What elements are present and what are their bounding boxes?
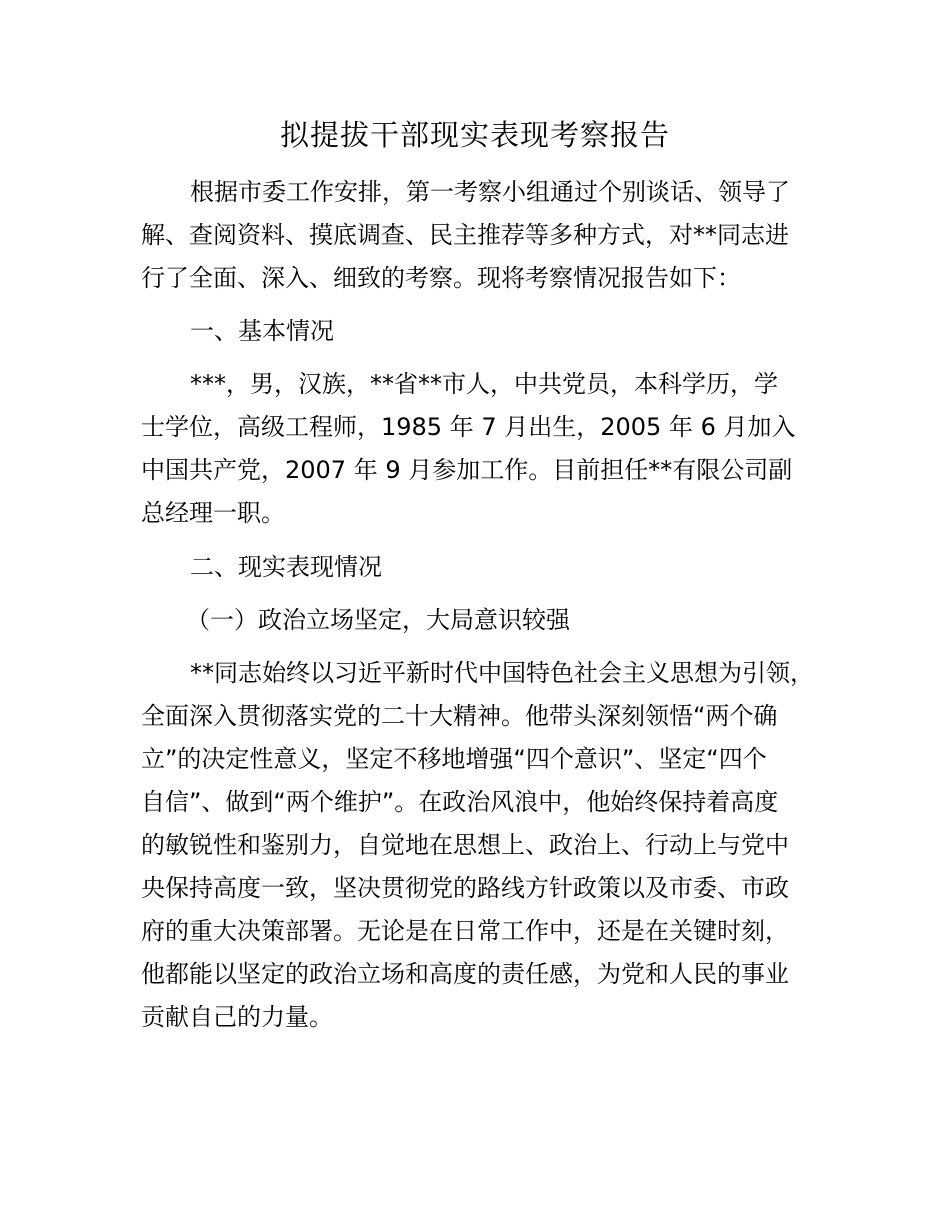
political-line: 自信”、做到“两个维护”。在政治风浪中，他始终保持着高度	[141, 788, 779, 816]
political-line: 央保持高度一致，坚决贯彻党的路线方针政策以及市委、市政	[141, 874, 789, 902]
subsection-heading-political: （一）政治立场坚定，大局意识较强	[186, 606, 570, 634]
intro-line: 行了全面、深入、细致的考察。现将考察情况报告如下：	[141, 264, 741, 292]
intro-line: 解、查阅资料、摸底调查、民主推荐等多种方式，对**同志进	[141, 221, 789, 249]
basic-info-line: 总经理一职。	[141, 499, 285, 527]
basic-info-line: 士学位，高级工程师，1985 年 7 月出生，2005 年 6 月加入	[141, 413, 796, 441]
political-line: 贡献自己的力量。	[141, 1003, 333, 1031]
political-line: 立”的决定性意义，坚定不移地增强“四个意识”、坚定“四个	[141, 745, 767, 773]
political-line: 的敏锐性和鉴别力，自觉地在思想上、政治上、行动上与党中	[141, 831, 789, 859]
political-line: 他都能以坚定的政治立场和高度的责任感，为党和人民的事业	[141, 960, 789, 988]
political-line: **同志始终以习近平新时代中国特色社会主义思想为引领，	[190, 659, 814, 687]
basic-info-line: 中国共产党，2007 年 9 月参加工作。目前担任**有限公司副	[141, 456, 793, 484]
political-line: 全面深入贯彻落实党的二十大精神。他带头深刻领悟“两个确	[141, 702, 778, 730]
political-line: 府的重大决策部署。无论是在日常工作中，还是在关键时刻，	[141, 917, 789, 945]
section-heading-performance: 二、现实表现情况	[190, 553, 382, 581]
basic-info-line: ***，男，汉族，**省**市人，中共党员，本科学历，学	[190, 370, 778, 398]
intro-line: 根据市委工作安排，第一考察小组通过个别谈话、领导了	[190, 178, 790, 206]
document-title: 拟提拔干部现实表现考察报告	[279, 118, 670, 152]
section-heading-basic-info: 一、基本情况	[190, 317, 334, 345]
